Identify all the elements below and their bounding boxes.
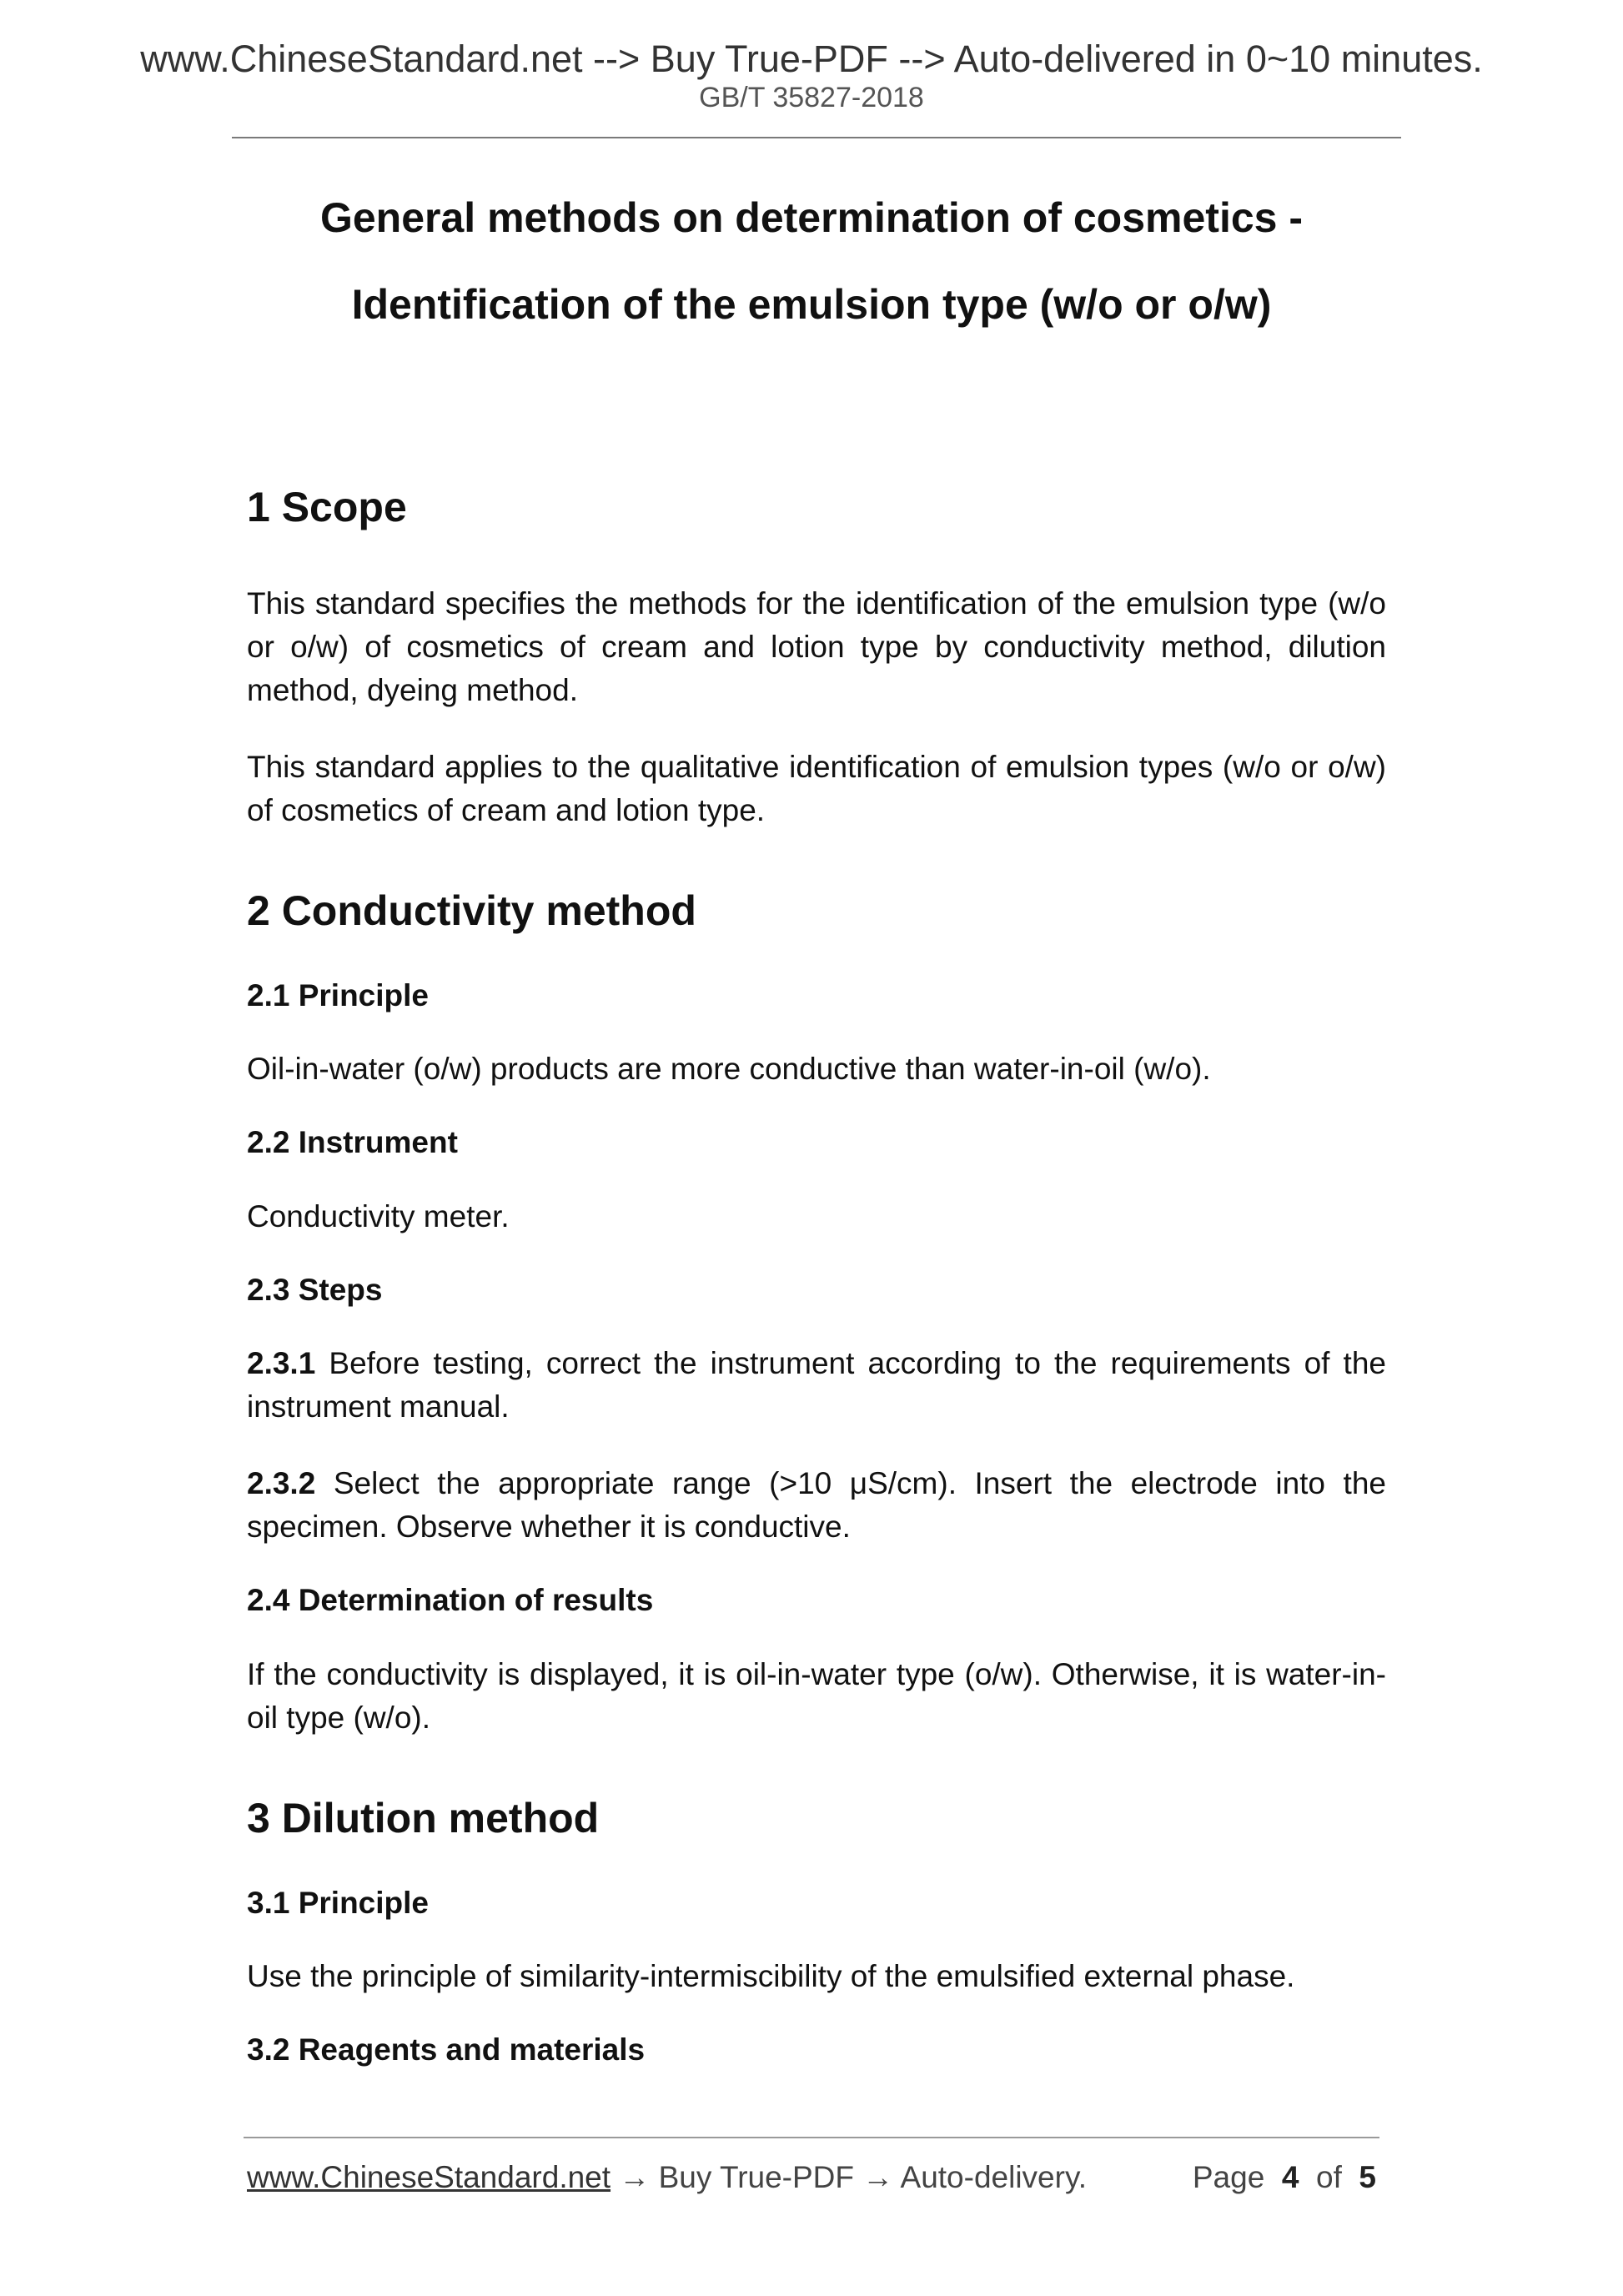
- document-body: [247, 482, 1386, 2068]
- footer-divider: [244, 2137, 1379, 2138]
- section-2-2-heading: 2.2 Instrument: [247, 1125, 458, 1160]
- page-indicator: [1193, 2162, 1376, 2193]
- standard-number: GB/T 35827-2018: [699, 82, 924, 113]
- section-2-3-heading: 2.3 Steps: [247, 1272, 383, 1307]
- section-2-2-text: Conductivity meter.: [247, 1198, 510, 1233]
- section-2-4-text: If the conductivity is displayed, it is oil-in-water type (o/w). Otherwise, it is water-in-oil type (w/o).: [247, 1656, 1386, 1735]
- section-3-2-heading: 3.2 Reagents and materials: [247, 2032, 646, 2067]
- page-of: of: [1316, 2160, 1342, 2194]
- page-total: 5: [1359, 2160, 1376, 2194]
- footer-site-link[interactable]: www.ChineseStandard.net: [247, 2160, 611, 2194]
- scope-paragraph-2: This standard applies to the qualitative identification of emulsion types (w/o or o/w) of cosmetics of cream and lotion type.: [247, 750, 1386, 827]
- page-footer: [247, 2162, 1376, 2193]
- section-1-heading: 1 Scope: [247, 484, 407, 530]
- section-2-3-1-paragraph: [247, 1342, 1386, 1429]
- clause-number: 2.3.1: [247, 1346, 316, 1381]
- document-title-line-1: General methods on determination of cosmetics -: [319, 194, 1303, 241]
- section-2-3-2-paragraph: [247, 1462, 1386, 1549]
- section-2-1-text: Oil-in-water (o/w) products are more conductive than water-in-oil (w/o).: [247, 1052, 1211, 1087]
- clause-text: Before testing, correct the instrument according to the requirements of the instrument manual.: [247, 1346, 1386, 1424]
- clause-text: Select the appropriate range (>10 μS/cm). Insert the electrode into the specimen. Observe whether it is conductive.: [247, 1466, 1386, 1545]
- section-2-heading: 2 Conductivity method: [247, 887, 696, 934]
- clause-number: 2.3.2: [247, 1466, 316, 1501]
- scope-paragraph-1: This standard specifies the methods for the identification of the emulsion type (w/o or o/w) of cosmetics of cream and lotion type by conductivity method, dilution method, dyeing method.: [247, 586, 1386, 707]
- document-title-line-2: Identification of the emulsion type (w/o or o/w): [351, 281, 1272, 328]
- section-3-1-text: Use the principle of similarity-intermiscibility of the emulsified external phase.: [247, 1958, 1295, 1993]
- footer-tagline: → Buy True-PDF → Auto-delivery.: [611, 2160, 1087, 2194]
- section-2-4-heading: 2.4 Determination of results: [247, 1583, 654, 1618]
- page-current: 4: [1281, 2160, 1299, 2194]
- section-3-1-heading: 3.1 Principle: [247, 1885, 429, 1920]
- header-banner: www.ChineseStandard.net --> Buy True-PDF --> Auto-delivered in 0~10 minutes.: [140, 38, 1483, 80]
- page-label: Page: [1192, 2160, 1265, 2194]
- section-2-1-heading: 2.1 Principle: [247, 978, 429, 1012]
- section-3-heading: 3 Dilution method: [247, 1794, 600, 1841]
- header-divider: [232, 137, 1401, 138]
